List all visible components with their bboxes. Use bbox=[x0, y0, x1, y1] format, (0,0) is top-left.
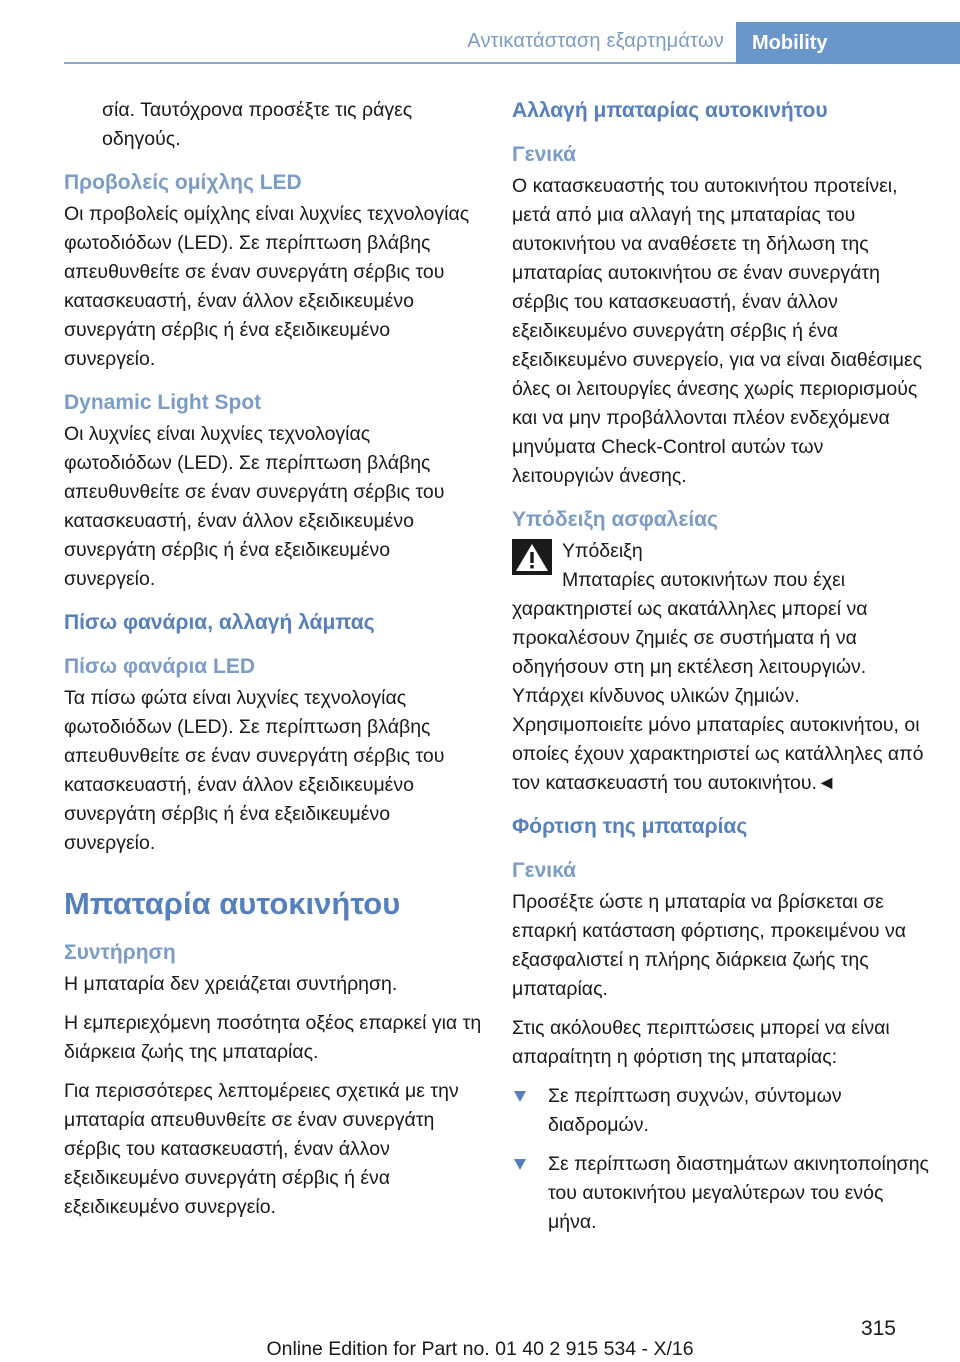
footer-edition: Online Edition for Part no. 01 40 2 915 534 - X/16 bbox=[266, 1338, 694, 1360]
bullet-triangle-icon bbox=[514, 1091, 526, 1102]
page-number: 315 bbox=[860, 1317, 896, 1340]
header-section-title: Αντικατάσταση εξαρτημάτων bbox=[467, 30, 724, 52]
bullet-triangle-icon bbox=[514, 1159, 526, 1170]
maintenance-p3: Για περισσότερες λεπτομέρειες σχετικά με την μπαταρία απευθυνθείτε σε έναν συνεργάτη σέρβις του κατασκευαστή, έναν άλλον εξειδικευμένο συνεργάτη σέρβις ή ένα εξειδικευμένο συνεργείο. bbox=[64, 1080, 459, 1218]
warning-title: Υπόδειξη bbox=[562, 540, 643, 562]
header-chapter-tab: Mobility bbox=[736, 22, 960, 64]
list-item-text: Σε περίπτωση συχνών, σύντομων διαδρομών. bbox=[548, 1085, 842, 1136]
charging-general-heading: Γενικά bbox=[512, 859, 577, 882]
battery-change-text: Ο κατασκευαστής του αυτοκινήτου προτείνει, μετά από μια αλλαγή της μπαταρίας του αυτοκινήτου να αναθέσετε τη δήλωση της μπαταρίας αυτοκινήτου σε έναν συνεργάτη σέρβις του κατασκευαστή, έναν άλλον εξειδικευμένο συνεργάτη σέρβις ή ένα εξειδικευμένο συνεργείο, για να είναι διαθέσιμες όλες οι λειτουργίες άνεσης χωρίς περιορισμούς και να μην προβάλλονται πλέον ενδεχόμενα μηνύματα Check-Control αυτών των λειτουργιών άνεσης. bbox=[512, 175, 923, 487]
rear-lights-heading: Πίσω φανάρια, αλλαγή λάμπας bbox=[64, 611, 375, 634]
general-heading: Γενικά bbox=[512, 143, 577, 166]
dynamic-light-spot-text: Οι λυχνίες είναι λυχνίες τεχνολογίας φωτοδιόδων (LED). Σε περίπτωση βλάβης απευθυνθείτε σε έναν συνεργάτη σέρβις του κατασκευαστή, έναν άλλον εξειδικευμένο συνεργάτη σέρβις ή ένα εξειδικευμένο συνεργείο. bbox=[64, 423, 445, 590]
battery-section-title: Μπαταρία αυτοκινήτου bbox=[64, 886, 401, 921]
safety-heading: Υπόδειξη ασφαλείας bbox=[512, 508, 718, 531]
maintenance-heading: Συντήρηση bbox=[64, 941, 176, 964]
header-divider bbox=[64, 62, 736, 64]
left-column bbox=[64, 96, 482, 1232]
charging-p1: Προσέξτε ώστε η μπαταρία να βρίσκεται σε επαρκή κατάσταση φόρτισης, προκειμένου να εξασφαλιστεί η πλήρης διάρκεια ζωής της μπαταρίας. bbox=[512, 891, 907, 1000]
rear-led-heading: Πίσω φανάρια LED bbox=[64, 655, 256, 678]
warning-box bbox=[512, 537, 930, 798]
continued-paragraph: σία. Ταυτόχρονα προσέξτε τις ράγες οδηγούς. bbox=[102, 99, 413, 150]
right-column bbox=[512, 96, 930, 1247]
warning-triangle-icon bbox=[512, 539, 552, 575]
maintenance-p2: Η εμπεριεχόμενη ποσότητα οξέος επαρκεί για τη διάρκεια ζωής της μπαταρίας. bbox=[64, 1012, 482, 1063]
rear-led-text: Τα πίσω φώτα είναι λυχνίες τεχνολογίας φωτοδιόδων (LED). Σε περίπτωση βλάβης απευθυνθείτε σε έναν συνεργάτη σέρβις του κατασκευαστή, έναν άλλον εξειδικευμένο συνεργάτη σέρβις ή ένα εξειδικευμένο συνεργείο. bbox=[64, 687, 445, 854]
battery-change-heading: Αλλαγή μπαταρίας αυτοκινήτου bbox=[512, 99, 828, 122]
fog-lights-heading: Προβολείς ομίχλης LED bbox=[64, 171, 302, 194]
list-item bbox=[512, 1082, 930, 1140]
maintenance-p1: Η μπαταρία δεν χρειάζεται συντήρηση. bbox=[64, 973, 398, 995]
dynamic-light-spot-heading: Dynamic Light Spot bbox=[64, 391, 262, 414]
list-item bbox=[512, 1150, 930, 1237]
charging-heading: Φόρτιση της μπαταρίας bbox=[512, 815, 748, 838]
fog-lights-text: Οι προβολείς ομίχλης είναι λυχνίες τεχνολογίας φωτοδιόδων (LED). Σε περίπτωση βλάβης απευθυνθείτε σε έναν συνεργάτη σέρβις του κατασκευαστή, έναν άλλον εξειδικευμένο συνεργάτη σέρβις ή ένα εξειδικευμένο συνεργείο. bbox=[64, 203, 470, 370]
list-item-text: Σε περίπτωση διαστημάτων ακινητοποίησης του αυτοκινήτου μεγαλύτερων του ενός μήνα. bbox=[548, 1153, 929, 1233]
page-header bbox=[0, 22, 960, 64]
warning-text: Μπαταρίες αυτοκινήτων που έχει χαρακτηριστεί ως ακατάλληλες μπορεί να προκαλέσουν ζημιές σε συστήματα ή να οδηγήσουν στη μη εκτέλεση λειτουργιών. Υπάρχει κίνδυνος υλικών ζημιών. Χρησιμοποιείτε μόνο μπαταρίες αυτοκινήτου, οι οποίες έχουν χαρακτηριστεί ως κατάλληλες από τον κατασκευαστή του αυτοκινήτου.◄ bbox=[512, 569, 924, 794]
charging-p2: Στις ακόλουθες περιπτώσεις μπορεί να είναι απαραίτητη η φόρτιση της μπαταρίας: bbox=[512, 1017, 890, 1068]
charging-conditions-list bbox=[512, 1082, 930, 1237]
